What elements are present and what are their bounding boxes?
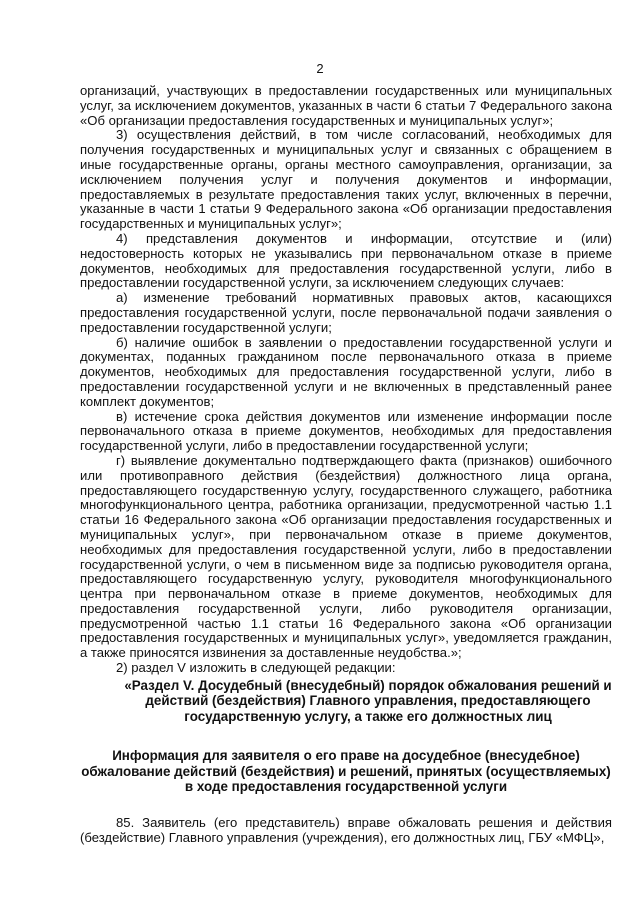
info-heading: Информация для заявителя о его праве на досудебное (внесудебное) обжалование действий (бездействия) и решений, принятых (осуществляемых) в ходе предоставления государственной услуги bbox=[81, 748, 611, 794]
paragraph-85: 85. Заявитель (его представитель) вправе обжаловать решения и действия (бездействие) Главного управления (учреждения), его должностных лиц, ГБУ «МФЦ», bbox=[80, 815, 612, 846]
page-number: 2 bbox=[316, 61, 324, 76]
paragraph-continuation: организаций, участвующих в предоставлении государственных или муниципальных услуг, за исключением документов, указанных в части 6 статьи 7 Федерального закона «Об организации предоставления государственных и муниципальных услуг»; bbox=[80, 83, 612, 128]
paragraph-item-2: 2) раздел V изложить в следующей редакции: bbox=[116, 660, 396, 676]
paragraph-subitem-v: в) истечение срока действия документов или изменение информации после первоначального отказа в приеме документов, необходимых для предоставления государственной услуги, либо в предоставлении государственной услуги; bbox=[80, 408, 612, 454]
document-body bbox=[80, 84, 612, 846]
paragraph-subitem-b: б) наличие ошибок в заявлении о предоставлении государственной услуги и документах, поданных гражданином после первоначального отказа в приеме документов, необходимых для предоставления государственной услуги, либо в предоставлении государственной услуги и не включенных в представленный ранее комплект документов; bbox=[80, 334, 612, 409]
paragraph-subitem-g: г) выявление документально подтверждающего факта (признаков) ошибочного или противоправного действия (бездействия) должностного лица органа, предоставляющего государственную услугу, государственного служащего, работника многофункционального центра, работника организации, предусмотренной частью 1.1 статьи 16 Федерального закона «Об организации предоставления государственных и муниципальных услуг», при первоначальном отказе в приеме документов, необходимых для предоставления государственной услуги, либо в предоставлении государственной услуги, о чем в письменном виде за подписью руководителя органа, предоставляющего государственную услугу, руководителя многофункционального центра при первоначальном отказе в приеме документов, необходимых для предоставления государственной услуги, либо руководителя организации, предусмотренной частью 1.1 статьи 16 Федерального закона «Об организации предоставления государственных и муниципальных услуг», уведомляется гражданин, а также приносятся извинения за доставленные неудобства.»; bbox=[80, 452, 612, 661]
paragraph-item-4: 4) представления документов и информации, отсутствие и (или) недостоверность которых не указывались при первоначальном отказе в приеме документов, необходимых для предоставления государственной услуги, либо в предоставлении государственной услуги, за исключением следующих случаев: bbox=[80, 230, 612, 291]
paragraph-subitem-a: а) изменение требований нормативных правовых актов, касающихся предоставления государственной услуги, после первоначальной подачи заявления о предоставлении государственной услуги; bbox=[80, 290, 612, 335]
paragraph-item-3: 3) осуществления действий, в том числе согласований, необходимых для получения государственных и муниципальных услуг и связанных с обращением в иные государственные органы, органы местного самоуправления, организации, за исключением получения услуг и получения документов и информации, предоставляемых в результате предоставления таких услуг, включенных в перечни, указанные в части 1 статьи 9 Федерального закона «Об организации предоставления государственных и муниципальных услуг»; bbox=[80, 127, 612, 232]
section-title: «Раздел V. Досудебный (внесудебный) порядок обжалования решений и действий (бездействия) Главного управления, предоставляющего государственную услугу, а также его должностных лиц bbox=[124, 677, 612, 724]
